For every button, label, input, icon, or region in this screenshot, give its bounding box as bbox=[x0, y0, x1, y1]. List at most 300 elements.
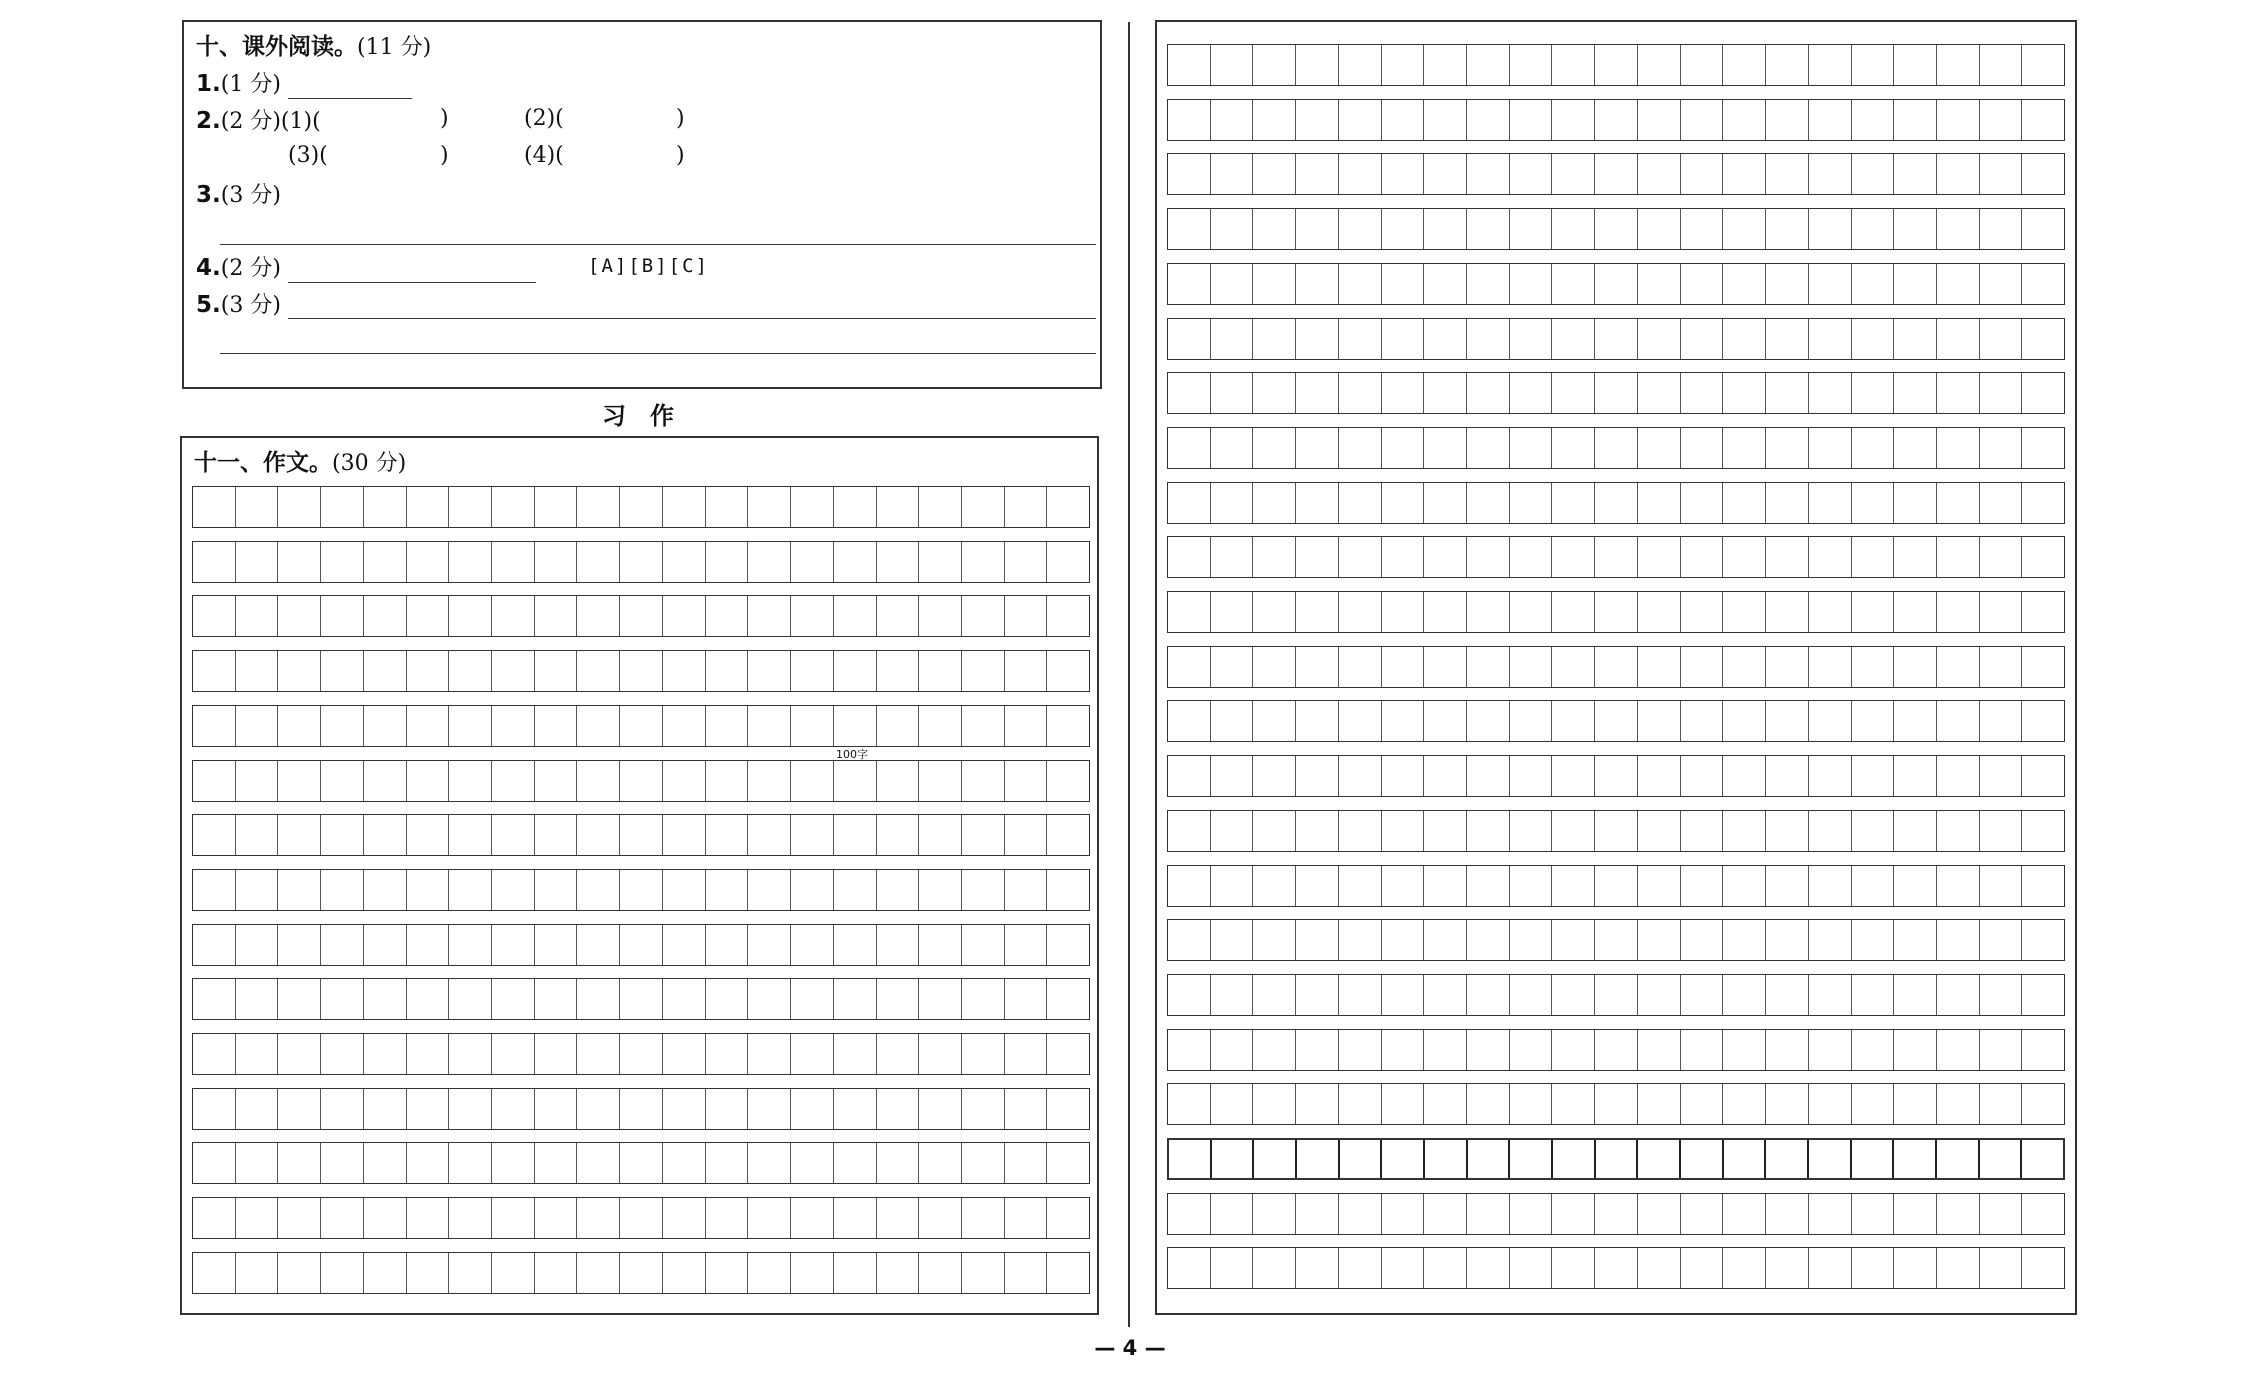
grid-cell[interactable] bbox=[1467, 45, 1510, 85]
grid-cell[interactable] bbox=[1681, 428, 1724, 468]
grid-cell[interactable] bbox=[919, 815, 962, 855]
grid-cell[interactable] bbox=[236, 542, 279, 582]
grid-cell[interactable] bbox=[1296, 866, 1339, 906]
grid-cell[interactable] bbox=[1852, 701, 1895, 741]
grid-cell[interactable] bbox=[1382, 428, 1425, 468]
grid-cell[interactable] bbox=[236, 596, 279, 636]
grid-cell[interactable] bbox=[748, 542, 791, 582]
grid-cell[interactable] bbox=[1339, 154, 1382, 194]
grid-cell[interactable] bbox=[1980, 373, 2023, 413]
grid-cell[interactable] bbox=[1424, 209, 1467, 249]
grid-cell[interactable] bbox=[1980, 701, 2023, 741]
grid-cell[interactable] bbox=[1595, 319, 1638, 359]
grid-cell[interactable] bbox=[1510, 920, 1553, 960]
grid-cell[interactable] bbox=[1382, 45, 1425, 85]
grid-cell[interactable] bbox=[1681, 1248, 1724, 1288]
grid-cell[interactable] bbox=[535, 761, 578, 801]
grid-cell[interactable] bbox=[1339, 1030, 1382, 1070]
grid-cell[interactable] bbox=[577, 1143, 620, 1183]
grid-cell[interactable] bbox=[1595, 45, 1638, 85]
grid-cell[interactable] bbox=[1296, 537, 1339, 577]
grid-cell[interactable] bbox=[577, 542, 620, 582]
grid-cell[interactable] bbox=[1005, 1198, 1048, 1238]
grid-cell[interactable] bbox=[620, 1198, 663, 1238]
grid-cell[interactable] bbox=[748, 596, 791, 636]
grid-cell[interactable] bbox=[1510, 866, 1553, 906]
grid-cell[interactable] bbox=[1552, 647, 1595, 687]
grid-cell[interactable] bbox=[236, 761, 279, 801]
grid-cell[interactable] bbox=[1382, 975, 1425, 1015]
grid-cell[interactable] bbox=[1723, 647, 1766, 687]
grid-cell[interactable] bbox=[1552, 1248, 1595, 1288]
grid-cell[interactable] bbox=[1937, 428, 1980, 468]
grid-cell[interactable] bbox=[1552, 45, 1595, 85]
grid-cell[interactable] bbox=[1005, 815, 1048, 855]
grid-cell[interactable] bbox=[407, 870, 450, 910]
grid-cell[interactable] bbox=[1809, 866, 1852, 906]
grid-cell[interactable] bbox=[449, 815, 492, 855]
grid-cell[interactable] bbox=[407, 1253, 450, 1293]
grid-cell[interactable] bbox=[1005, 596, 1048, 636]
grid-cell[interactable] bbox=[321, 1253, 364, 1293]
grid-cell[interactable] bbox=[2022, 592, 2064, 632]
grid-cell[interactable] bbox=[1766, 1140, 1809, 1178]
grid-cell[interactable] bbox=[1211, 866, 1254, 906]
grid-cell[interactable] bbox=[748, 815, 791, 855]
grid-cell[interactable] bbox=[535, 870, 578, 910]
grid-cell[interactable] bbox=[706, 815, 749, 855]
grid-cell[interactable] bbox=[2022, 647, 2064, 687]
grid-cell[interactable] bbox=[1595, 483, 1638, 523]
grid-cell[interactable] bbox=[1510, 756, 1553, 796]
grid-cell[interactable] bbox=[1424, 920, 1467, 960]
grid-cell[interactable] bbox=[1296, 264, 1339, 304]
grid-cell[interactable] bbox=[449, 761, 492, 801]
grid-cell[interactable] bbox=[1980, 1140, 2023, 1178]
grid-cell[interactable] bbox=[1168, 1248, 1211, 1288]
grid-cell[interactable] bbox=[748, 706, 791, 746]
grid-cell[interactable] bbox=[1766, 373, 1809, 413]
grid-cell[interactable] bbox=[748, 1143, 791, 1183]
grid-cell[interactable] bbox=[1681, 537, 1724, 577]
grid-cell[interactable] bbox=[364, 487, 407, 527]
grid-cell[interactable] bbox=[1510, 975, 1553, 1015]
grid-cell[interactable] bbox=[1253, 866, 1296, 906]
grid-cell[interactable] bbox=[1723, 209, 1766, 249]
grid-cell[interactable] bbox=[449, 1034, 492, 1074]
grid-cell[interactable] bbox=[1766, 154, 1809, 194]
grid-cell[interactable] bbox=[1852, 483, 1895, 523]
grid-cell[interactable] bbox=[1510, 1140, 1553, 1178]
grid-cell[interactable] bbox=[1253, 319, 1296, 359]
grid-cell[interactable] bbox=[1296, 647, 1339, 687]
grid-cell[interactable] bbox=[1211, 756, 1254, 796]
grid-cell[interactable] bbox=[1894, 154, 1937, 194]
grid-cell[interactable] bbox=[1168, 264, 1211, 304]
grid-cell[interactable] bbox=[1937, 1248, 1980, 1288]
grid-cell[interactable] bbox=[791, 925, 834, 965]
grid-cell[interactable] bbox=[1595, 756, 1638, 796]
grid-cell[interactable] bbox=[278, 542, 321, 582]
grid-cell[interactable] bbox=[535, 706, 578, 746]
grid-cell[interactable] bbox=[919, 870, 962, 910]
grid-cell[interactable] bbox=[1047, 1253, 1089, 1293]
grid-cell[interactable] bbox=[2022, 1194, 2064, 1234]
grid-cell[interactable] bbox=[364, 542, 407, 582]
grid-cell[interactable] bbox=[1382, 100, 1425, 140]
grid-cell[interactable] bbox=[1168, 647, 1211, 687]
grid-cell[interactable] bbox=[834, 1089, 877, 1129]
grid-cell[interactable] bbox=[278, 651, 321, 691]
grid-cell[interactable] bbox=[1809, 1084, 1852, 1124]
grid-cell[interactable] bbox=[278, 706, 321, 746]
grid-cell[interactable] bbox=[1253, 1248, 1296, 1288]
grid-cell[interactable] bbox=[706, 979, 749, 1019]
grid-cell[interactable] bbox=[1168, 1084, 1211, 1124]
grid-cell[interactable] bbox=[2022, 373, 2064, 413]
grid-cell[interactable] bbox=[1211, 811, 1254, 851]
grid-cell[interactable] bbox=[877, 651, 920, 691]
grid-cell[interactable] bbox=[706, 1034, 749, 1074]
grid-cell[interactable] bbox=[1005, 487, 1048, 527]
grid-cell[interactable] bbox=[620, 487, 663, 527]
grid-cell[interactable] bbox=[1424, 483, 1467, 523]
grid-cell[interactable] bbox=[877, 1143, 920, 1183]
grid-cell[interactable] bbox=[1424, 592, 1467, 632]
grid-cell[interactable] bbox=[1339, 537, 1382, 577]
grid-cell[interactable] bbox=[1766, 264, 1809, 304]
grid-cell[interactable] bbox=[1809, 756, 1852, 796]
grid-cell[interactable] bbox=[492, 596, 535, 636]
grid-cell[interactable] bbox=[1723, 100, 1766, 140]
grid-cell[interactable] bbox=[620, 651, 663, 691]
grid-cell[interactable] bbox=[1467, 1248, 1510, 1288]
grid-cell[interactable] bbox=[1467, 975, 1510, 1015]
grid-cell[interactable] bbox=[1809, 1140, 1852, 1178]
grid-cell[interactable] bbox=[1424, 647, 1467, 687]
grid-cell[interactable] bbox=[1595, 866, 1638, 906]
grid-cell[interactable] bbox=[1510, 483, 1553, 523]
grid-cell[interactable] bbox=[877, 1089, 920, 1129]
grid-cell[interactable] bbox=[1552, 209, 1595, 249]
grid-cell[interactable] bbox=[193, 487, 236, 527]
grid-cell[interactable] bbox=[1467, 154, 1510, 194]
grid-cell[interactable] bbox=[1980, 483, 2023, 523]
grid-cell[interactable] bbox=[1852, 647, 1895, 687]
grid-cell[interactable] bbox=[1253, 45, 1296, 85]
grid-cell[interactable] bbox=[706, 1089, 749, 1129]
grid-cell[interactable] bbox=[278, 870, 321, 910]
grid-cell[interactable] bbox=[407, 1143, 450, 1183]
grid-cell[interactable] bbox=[1005, 1034, 1048, 1074]
grid-cell[interactable] bbox=[1595, 100, 1638, 140]
grid-cell[interactable] bbox=[236, 487, 279, 527]
grid-cell[interactable] bbox=[1211, 975, 1254, 1015]
grid-cell[interactable] bbox=[1382, 319, 1425, 359]
grid-cell[interactable] bbox=[1766, 701, 1809, 741]
grid-cell[interactable] bbox=[1047, 487, 1089, 527]
grid-cell[interactable] bbox=[791, 1034, 834, 1074]
grid-cell[interactable] bbox=[2022, 264, 2064, 304]
grid-cell[interactable] bbox=[1723, 811, 1766, 851]
grid-cell[interactable] bbox=[1296, 100, 1339, 140]
grid-cell[interactable] bbox=[1980, 592, 2023, 632]
grid-cell[interactable] bbox=[1809, 154, 1852, 194]
grid-cell[interactable] bbox=[962, 1089, 1005, 1129]
grid-cell[interactable] bbox=[663, 706, 706, 746]
grid-cell[interactable] bbox=[321, 651, 364, 691]
grid-cell[interactable] bbox=[1980, 537, 2023, 577]
grid-cell[interactable] bbox=[620, 1143, 663, 1183]
grid-cell[interactable] bbox=[1894, 756, 1937, 796]
grid-cell[interactable] bbox=[1937, 537, 1980, 577]
grid-cell[interactable] bbox=[193, 761, 236, 801]
grid-cell[interactable] bbox=[1339, 1084, 1382, 1124]
grid-cell[interactable] bbox=[1766, 866, 1809, 906]
grid-cell[interactable] bbox=[1168, 701, 1211, 741]
grid-cell[interactable] bbox=[364, 815, 407, 855]
grid-cell[interactable] bbox=[1809, 319, 1852, 359]
grid-cell[interactable] bbox=[236, 651, 279, 691]
grid-cell[interactable] bbox=[1424, 373, 1467, 413]
grid-cell[interactable] bbox=[321, 870, 364, 910]
grid-cell[interactable] bbox=[364, 1089, 407, 1129]
grid-cell[interactable] bbox=[1253, 756, 1296, 796]
grid-cell[interactable] bbox=[1937, 1140, 1980, 1178]
grid-cell[interactable] bbox=[1253, 209, 1296, 249]
grid-cell[interactable] bbox=[1809, 1248, 1852, 1288]
grid-cell[interactable] bbox=[877, 815, 920, 855]
grid-cell[interactable] bbox=[1424, 701, 1467, 741]
grid-cell[interactable] bbox=[1424, 866, 1467, 906]
grid-cell[interactable] bbox=[1253, 647, 1296, 687]
grid-cell[interactable] bbox=[321, 1034, 364, 1074]
grid-cell[interactable] bbox=[919, 1143, 962, 1183]
grid-cell[interactable] bbox=[449, 1198, 492, 1238]
grid-cell[interactable] bbox=[1296, 1194, 1339, 1234]
grid-cell[interactable] bbox=[1681, 483, 1724, 523]
grid-cell[interactable] bbox=[1552, 920, 1595, 960]
grid-cell[interactable] bbox=[962, 596, 1005, 636]
grid-cell[interactable] bbox=[1424, 154, 1467, 194]
grid-cell[interactable] bbox=[1638, 975, 1681, 1015]
grid-cell[interactable] bbox=[1638, 1030, 1681, 1070]
grid-cell[interactable] bbox=[577, 1253, 620, 1293]
grid-cell[interactable] bbox=[1340, 1140, 1383, 1178]
grid-cell[interactable] bbox=[535, 487, 578, 527]
grid-cell[interactable] bbox=[1254, 1140, 1297, 1178]
grid-cell[interactable] bbox=[877, 596, 920, 636]
grid-cell[interactable] bbox=[364, 925, 407, 965]
grid-cell[interactable] bbox=[1552, 975, 1595, 1015]
grid-cell[interactable] bbox=[1894, 537, 1937, 577]
question-5-answer-line-1[interactable] bbox=[288, 318, 1096, 319]
grid-cell[interactable] bbox=[1681, 920, 1724, 960]
grid-cell[interactable] bbox=[1595, 373, 1638, 413]
grid-cell[interactable] bbox=[2022, 428, 2064, 468]
grid-cell[interactable] bbox=[1937, 1030, 1980, 1070]
grid-cell[interactable] bbox=[1937, 373, 1980, 413]
grid-cell[interactable] bbox=[577, 761, 620, 801]
grid-cell[interactable] bbox=[321, 761, 364, 801]
grid-cell[interactable] bbox=[706, 761, 749, 801]
grid-cell[interactable] bbox=[1168, 1194, 1211, 1234]
grid-cell[interactable] bbox=[1723, 701, 1766, 741]
grid-cell[interactable] bbox=[834, 979, 877, 1019]
grid-cell[interactable] bbox=[1467, 428, 1510, 468]
grid-cell[interactable] bbox=[1809, 45, 1852, 85]
grid-cell[interactable] bbox=[1467, 264, 1510, 304]
grid-cell[interactable] bbox=[1339, 756, 1382, 796]
grid-cell[interactable] bbox=[1339, 264, 1382, 304]
grid-cell[interactable] bbox=[278, 1034, 321, 1074]
grid-cell[interactable] bbox=[1467, 920, 1510, 960]
grid-cell[interactable] bbox=[1510, 1248, 1553, 1288]
grid-cell[interactable] bbox=[748, 1198, 791, 1238]
grid-cell[interactable] bbox=[1425, 1140, 1468, 1178]
grid-cell[interactable] bbox=[1894, 1140, 1937, 1178]
grid-cell[interactable] bbox=[834, 487, 877, 527]
grid-cell[interactable] bbox=[877, 1034, 920, 1074]
grid-cell[interactable] bbox=[1253, 1194, 1296, 1234]
grid-cell[interactable] bbox=[1168, 483, 1211, 523]
grid-cell[interactable] bbox=[577, 487, 620, 527]
grid-cell[interactable] bbox=[1211, 920, 1254, 960]
grid-cell[interactable] bbox=[1211, 592, 1254, 632]
grid-cell[interactable] bbox=[407, 761, 450, 801]
grid-cell[interactable] bbox=[620, 761, 663, 801]
grid-cell[interactable] bbox=[1253, 701, 1296, 741]
grid-cell[interactable] bbox=[1638, 537, 1681, 577]
grid-cell[interactable] bbox=[1980, 920, 2023, 960]
grid-cell[interactable] bbox=[1552, 264, 1595, 304]
grid-cell[interactable] bbox=[919, 1198, 962, 1238]
grid-cell[interactable] bbox=[364, 761, 407, 801]
question-5-answer-line-2[interactable] bbox=[220, 353, 1096, 354]
grid-cell[interactable] bbox=[1510, 647, 1553, 687]
grid-cell[interactable] bbox=[1211, 373, 1254, 413]
grid-cell[interactable] bbox=[1809, 1030, 1852, 1070]
grid-cell[interactable] bbox=[1937, 319, 1980, 359]
grid-cell[interactable] bbox=[877, 1198, 920, 1238]
grid-cell[interactable] bbox=[577, 1198, 620, 1238]
grid-cell[interactable] bbox=[1211, 647, 1254, 687]
grid-cell[interactable] bbox=[1852, 154, 1895, 194]
grid-cell[interactable] bbox=[1467, 1030, 1510, 1070]
grid-cell[interactable] bbox=[1253, 1030, 1296, 1070]
grid-cell[interactable] bbox=[663, 1034, 706, 1074]
grid-cell[interactable] bbox=[1047, 925, 1089, 965]
grid-cell[interactable] bbox=[706, 596, 749, 636]
grid-cell[interactable] bbox=[1382, 1248, 1425, 1288]
grid-cell[interactable] bbox=[663, 1089, 706, 1129]
grid-cell[interactable] bbox=[1253, 264, 1296, 304]
grid-cell[interactable] bbox=[1937, 1084, 1980, 1124]
grid-cell[interactable] bbox=[1852, 537, 1895, 577]
grid-cell[interactable] bbox=[1681, 756, 1724, 796]
grid-cell[interactable] bbox=[321, 487, 364, 527]
grid-cell[interactable] bbox=[1212, 1140, 1255, 1178]
grid-cell[interactable] bbox=[407, 542, 450, 582]
grid-cell[interactable] bbox=[1766, 756, 1809, 796]
grid-cell[interactable] bbox=[1339, 209, 1382, 249]
grid-cell[interactable] bbox=[1510, 209, 1553, 249]
grid-cell[interactable] bbox=[1211, 701, 1254, 741]
grid-cell[interactable] bbox=[1296, 975, 1339, 1015]
grid-cell[interactable] bbox=[1005, 542, 1048, 582]
grid-cell[interactable] bbox=[834, 925, 877, 965]
grid-cell[interactable] bbox=[1552, 701, 1595, 741]
grid-cell[interactable] bbox=[834, 1034, 877, 1074]
grid-cell[interactable] bbox=[577, 925, 620, 965]
grid-cell[interactable] bbox=[236, 979, 279, 1019]
grid-cell[interactable] bbox=[2022, 1030, 2064, 1070]
grid-cell[interactable] bbox=[1937, 45, 1980, 85]
grid-cell[interactable] bbox=[407, 487, 450, 527]
grid-cell[interactable] bbox=[1980, 756, 2023, 796]
grid-cell[interactable] bbox=[1424, 319, 1467, 359]
grid-cell[interactable] bbox=[1894, 319, 1937, 359]
grid-cell[interactable] bbox=[1980, 866, 2023, 906]
grid-cell[interactable] bbox=[278, 1143, 321, 1183]
grid-cell[interactable] bbox=[1937, 756, 1980, 796]
grid-cell[interactable] bbox=[1894, 920, 1937, 960]
grid-cell[interactable] bbox=[1424, 264, 1467, 304]
grid-cell[interactable] bbox=[1510, 1084, 1553, 1124]
grid-cell[interactable] bbox=[1894, 100, 1937, 140]
grid-cell[interactable] bbox=[492, 1143, 535, 1183]
grid-cell[interactable] bbox=[748, 979, 791, 1019]
grid-cell[interactable] bbox=[1168, 428, 1211, 468]
grid-cell[interactable] bbox=[1296, 701, 1339, 741]
grid-cell[interactable] bbox=[236, 870, 279, 910]
grid-cell[interactable] bbox=[1552, 811, 1595, 851]
grid-cell[interactable] bbox=[1339, 373, 1382, 413]
grid-cell[interactable] bbox=[620, 706, 663, 746]
grid-cell[interactable] bbox=[1766, 1030, 1809, 1070]
grid-cell[interactable] bbox=[1467, 811, 1510, 851]
grid-cell[interactable] bbox=[1937, 975, 1980, 1015]
grid-cell[interactable] bbox=[748, 1089, 791, 1129]
grid-cell[interactable] bbox=[1468, 1140, 1511, 1178]
grid-cell[interactable] bbox=[1168, 154, 1211, 194]
grid-cell[interactable] bbox=[1595, 1030, 1638, 1070]
grid-cell[interactable] bbox=[1766, 920, 1809, 960]
grid-cell[interactable] bbox=[620, 925, 663, 965]
grid-cell[interactable] bbox=[1424, 1084, 1467, 1124]
grid-cell[interactable] bbox=[236, 706, 279, 746]
grid-cell[interactable] bbox=[1681, 209, 1724, 249]
grid-cell[interactable] bbox=[278, 1198, 321, 1238]
grid-cell[interactable] bbox=[1894, 428, 1937, 468]
grid-cell[interactable] bbox=[535, 1198, 578, 1238]
grid-cell[interactable] bbox=[1809, 100, 1852, 140]
grid-cell[interactable] bbox=[962, 925, 1005, 965]
grid-cell[interactable] bbox=[278, 1089, 321, 1129]
grid-cell[interactable] bbox=[1937, 154, 1980, 194]
grid-cell[interactable] bbox=[748, 761, 791, 801]
grid-cell[interactable] bbox=[321, 706, 364, 746]
grid-cell[interactable] bbox=[1852, 592, 1895, 632]
grid-cell[interactable] bbox=[1211, 209, 1254, 249]
grid-cell[interactable] bbox=[449, 870, 492, 910]
grid-cell[interactable] bbox=[577, 979, 620, 1019]
grid-cell[interactable] bbox=[1339, 920, 1382, 960]
grid-cell[interactable] bbox=[663, 487, 706, 527]
grid-cell[interactable] bbox=[834, 706, 877, 746]
grid-cell[interactable] bbox=[577, 651, 620, 691]
grid-cell[interactable] bbox=[1937, 483, 1980, 523]
